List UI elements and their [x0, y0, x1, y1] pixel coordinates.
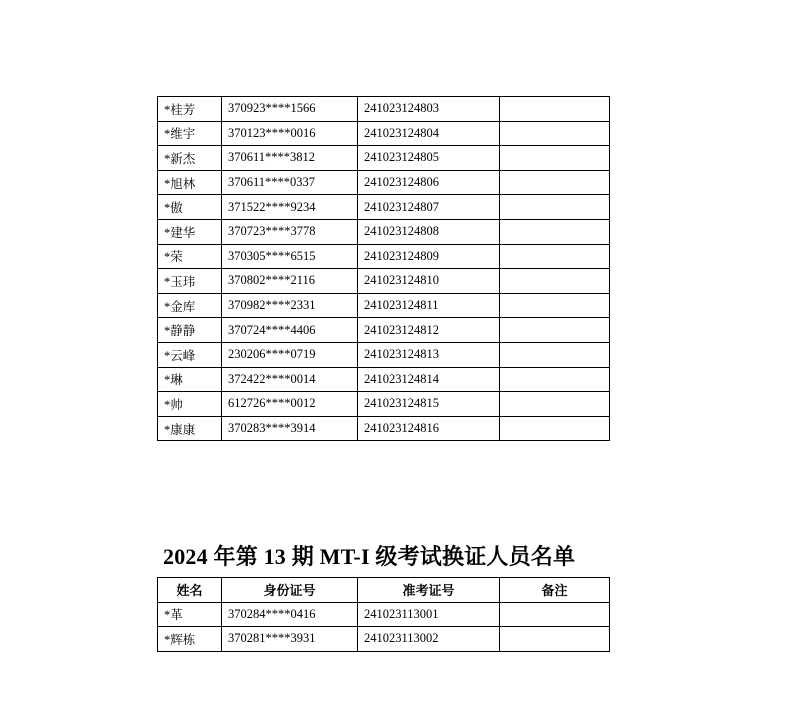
- cell-exam-number: 241023124814: [358, 367, 500, 392]
- table-header-row: [158, 578, 610, 603]
- roster-table-mt1: [157, 577, 610, 652]
- cell-remarks: [500, 367, 610, 392]
- table-row: [158, 392, 610, 417]
- table-row: [158, 121, 610, 146]
- cell-remarks: [500, 195, 610, 220]
- cell-name: *维宇: [158, 121, 222, 146]
- cell-id-number: 612726****0012: [222, 392, 358, 417]
- header-remarks: 备注: [500, 578, 610, 603]
- cell-exam-number: 241023124809: [358, 244, 500, 269]
- cell-id-number: 370281****3931: [222, 627, 358, 652]
- cell-remarks: [500, 602, 610, 627]
- cell-exam-number: 241023124806: [358, 170, 500, 195]
- cell-exam-number: 241023124804: [358, 121, 500, 146]
- cell-remarks: [500, 293, 610, 318]
- table-row: [158, 97, 610, 122]
- table-row: [158, 170, 610, 195]
- cell-name: *琳: [158, 367, 222, 392]
- cell-id-number: 370611****0337: [222, 170, 358, 195]
- table-row: [158, 195, 610, 220]
- table-row: [158, 367, 610, 392]
- cell-name: *金库: [158, 293, 222, 318]
- table-row: [158, 342, 610, 367]
- cell-exam-number: 241023124803: [358, 97, 500, 122]
- table-row: [158, 244, 610, 269]
- cell-name: *桂芳: [158, 97, 222, 122]
- cell-remarks: [500, 244, 610, 269]
- cell-name: *康康: [158, 416, 222, 441]
- cell-remarks: [500, 269, 610, 294]
- cell-remarks: [500, 392, 610, 417]
- cell-id-number: 372422****0014: [222, 367, 358, 392]
- table-row: [158, 416, 610, 441]
- header-id-number: 身份证号: [222, 578, 358, 603]
- cell-id-number: 370982****2331: [222, 293, 358, 318]
- cell-name: *傲: [158, 195, 222, 220]
- cell-exam-number: 241023113001: [358, 602, 500, 627]
- cell-exam-number: 241023124812: [358, 318, 500, 343]
- cell-id-number: 230206****0719: [222, 342, 358, 367]
- cell-id-number: 370611****3812: [222, 146, 358, 171]
- cell-exam-number: 241023113002: [358, 627, 500, 652]
- cell-name: *革: [158, 602, 222, 627]
- table-row: [158, 269, 610, 294]
- cell-name: *旭林: [158, 170, 222, 195]
- cell-name: *云峰: [158, 342, 222, 367]
- cell-exam-number: 241023124813: [358, 342, 500, 367]
- cell-remarks: [500, 342, 610, 367]
- cell-exam-number: 241023124815: [358, 392, 500, 417]
- cell-name: *玉玮: [158, 269, 222, 294]
- cell-name: *帅: [158, 392, 222, 417]
- table-row: [158, 602, 610, 627]
- cell-remarks: [500, 318, 610, 343]
- cell-name: *新杰: [158, 146, 222, 171]
- cell-exam-number: 241023124808: [358, 219, 500, 244]
- cell-name: *辉栋: [158, 627, 222, 652]
- cell-exam-number: 241023124805: [358, 146, 500, 171]
- table-row: [158, 627, 610, 652]
- cell-id-number: 370723****3778: [222, 219, 358, 244]
- roster-table-continued: [157, 96, 610, 441]
- table-row: [158, 318, 610, 343]
- cell-remarks: [500, 627, 610, 652]
- header-exam-number: 准考证号: [358, 578, 500, 603]
- cell-name: *静静: [158, 318, 222, 343]
- cell-id-number: 370283****3914: [222, 416, 358, 441]
- roster-table-body: [158, 97, 610, 441]
- cell-id-number: 370123****0016: [222, 121, 358, 146]
- cell-name: *荣: [158, 244, 222, 269]
- cell-id-number: 370305****6515: [222, 244, 358, 269]
- cell-remarks: [500, 416, 610, 441]
- cell-exam-number: 241023124810: [358, 269, 500, 294]
- cell-exam-number: 241023124811: [358, 293, 500, 318]
- table-row: [158, 293, 610, 318]
- cell-id-number: 370724****4406: [222, 318, 358, 343]
- cell-id-number: 370923****1566: [222, 97, 358, 122]
- cell-id-number: 371522****9234: [222, 195, 358, 220]
- cell-exam-number: 241023124816: [358, 416, 500, 441]
- cell-remarks: [500, 219, 610, 244]
- table-row: [158, 219, 610, 244]
- cell-remarks: [500, 170, 610, 195]
- cell-remarks: [500, 97, 610, 122]
- roster-table-body: [158, 602, 610, 651]
- cell-name: *建华: [158, 219, 222, 244]
- cell-remarks: [500, 121, 610, 146]
- table-row: [158, 146, 610, 171]
- cell-id-number: 370284****0416: [222, 602, 358, 627]
- cell-id-number: 370802****2116: [222, 269, 358, 294]
- header-name: 姓名: [158, 578, 222, 603]
- cell-exam-number: 241023124807: [358, 195, 500, 220]
- section-title: 2024 年第 13 期 MT-I 级考试换证人员名单: [163, 544, 576, 569]
- cell-remarks: [500, 146, 610, 171]
